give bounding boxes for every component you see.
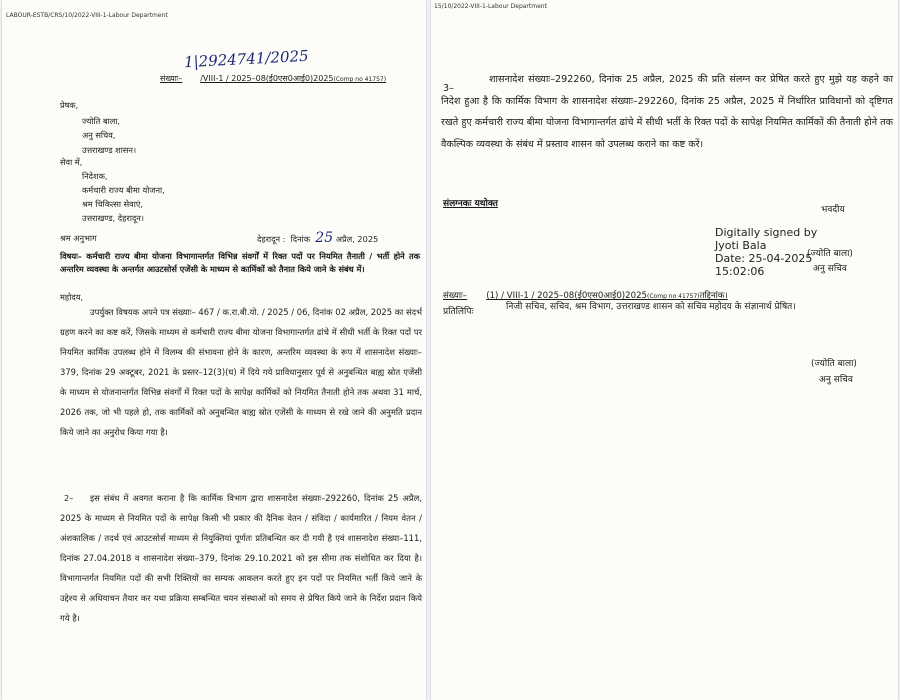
enclosure: संलग्नकः यथोक्त: [443, 199, 498, 209]
signer-name: (ज्योति बाला): [807, 249, 853, 259]
to-label: सेवा में,: [60, 157, 83, 167]
place-date: देहरादून : दिनांक 25 अप्रैल, 2025: [257, 230, 379, 246]
recipient-line: श्रम चिकित्सा सेवाएं,: [82, 199, 143, 209]
signer-designation: अनु सचिव: [813, 264, 847, 274]
sender-name: ज्योति बाला,: [82, 116, 121, 126]
reference-number: संख्याः– /VIII-1 / 2025–08(ई0एस0आई0)2025(Comp no 41757): [160, 74, 387, 83]
signer-2-designation: अनु सचिव: [819, 375, 853, 385]
paragraph-3: शासनादेश संख्याः–292260, दिनांक 25 अप्रैल, 2025 की प्रति संलग्न कर प्रेषित करते हुए मुझे यह कहने का निदेश हुआ है कि कार्मिक विभाग के शासनादेश संख्याः–292260, दिनांक 25 अप्रैल, 2025 में निर्धारित प्राविधानों को दृष्टिगत रखते हुए कर्मचारी राज्य बीमा योजना विभागान्तर्गत ढांचे में सीधी भर्ती के रिक्त पदों के सापेक्ष नियमित कार्मिकों की तैनाती होने तक वैकल्पिक व्यवस्था के संबंध में प्रस्ताव शासन को उपलब्ध कराने का कष्ट करें।: [441, 74, 893, 150]
salutation: महोदय,: [60, 292, 84, 302]
signer-2-name: (ज्योति बाला): [811, 359, 857, 369]
sender-office: उत्तराखण्ड शासन।: [82, 145, 137, 155]
paragraph-3-number: 3–: [443, 83, 454, 94]
section-name: श्रम अनुभाग: [60, 233, 97, 243]
subject: विषयः– कर्मचारी राज्य बीमा योजना विभागान्तर्गत विभिन्न संवर्गों में रिक्त पदों पर नियमित तैनाती / भर्ती होने तक अन्तरिम व्यवस्था के अन्तर्गत आउटसोर्स एजेंसी के माध्यम से कार्मिकों को तैनात किये जाने के संबंध में।: [60, 251, 420, 274]
handwritten-number: 1|2924741/2025: [183, 46, 310, 72]
closing: भवदीय: [821, 205, 845, 215]
page-1: [2, 0, 426, 700]
copy-reference-number: संख्याः– (1) / VIII-1 / 2025–08(ई0एस0आई0)2025(Comp no 41757)तद्दिनांक।: [443, 291, 728, 301]
copy-recipient: निजी सचिव, सचिव, श्रम विभाग, उत्तराखण्ड शासन को सचिव महोदय के संज्ञानार्थ प्रेषित।: [506, 302, 796, 312]
copy-label: प्रतिलिपिः: [443, 307, 474, 317]
paragraph-2: इस संबंध में अवगत कराना है कि कार्मिक विभाग द्वारा शासनादेश संख्याः–292260, दिनांक 25 अप्रैल, 2025 के माध्यम से नियमित पदों के सापेक्ष किसी भी प्रकार की दैनिक वेतन / संविदा / कार्यमारित / नियम वेतन / अंशकालिक / तदर्थ एवं आउटसोर्स माध्यम से नियुक्तियां पूर्णतः प्रतिबन्धित कर दी गयी है एवं शासनादेश संख्या–111, दिनांक 27.04.2018 व शासनादेश संख्या–379, दिनांक 29.10.2021 को इस सीमा तक संशोधित कर दिया है। विभागान्तर्गत नियमित पदों की सभी रिक्तियों का सम्यक आकलन करते हुए इन पदों पर नियमित भर्ती किये जाने के उद्देश्य से अधियाचन तैयार कर यथा प्रक्रिया सम्बन्धित चयन संस्थाओं को समय से प्रेषित किये जाने के निर्देश प्रदान किये गये है।: [60, 493, 422, 623]
recipient-line: कर्मचारी राज्य बीमा योजना,: [82, 185, 165, 195]
recipient-line: उत्तराखण्ड, देहरादून।: [82, 213, 144, 223]
page-2: [431, 0, 898, 700]
file-header: LABOUR-ESTB/CRS/10/2022-VIII-1-Labour Department: [6, 12, 168, 19]
digital-signature: Digitally signed by Jyoti Bala Date: 25-04-2025 15:02:06: [715, 226, 818, 278]
paragraph-2-number: 2–: [64, 493, 74, 503]
sender-designation: अनु सचिव,: [82, 130, 116, 140]
recipient-line: निदेशक,: [82, 171, 108, 181]
from-label: प्रेषक,: [60, 100, 79, 110]
paragraph-1: उपर्युक्त विषयक अपने पत्र संख्याः– 467 / क.रा.बी.यो. / 2025 / 06, दिनांक 02 अप्रैल, 2025 का संदर्भ ग्रहण करने का कष्ट करें, जिसके माध्यम से कर्मचारी राज्य बीमा योजना विभागान्तर्गत ढांचे में सीधी भर्ती के रिक्त पदों पर नियमित कार्मिक उपलब्ध होने में विलम्ब की संभावना होने के कारण, अन्तरिम व्यवस्था के रूप में शासनादेश संख्याः–379, दिनांक 29 अक्टूबर, 2021 के प्रस्तर–12(3)(घ) में दिये गये प्राविधानुसार पूर्व से अनुबन्धित बाह्य स्रोत एजेंसी के माध्यम से योजनान्तर्गत विभिन्न संवर्गों में रिक्त पदों के सापेक्ष कार्मिकों को नियमित तैनाती होने तक अथवा 31 मार्च, 2026 तक, जो भी पहले हो, तक कार्मिकों को अनुबन्धित बाह्य स्रोत एजेंसी के माध्यम से रखे जाने की अनुमति प्रदान किये जाने का अनुरोध किया गया है।: [60, 307, 423, 437]
file-header: 15/10/2022-VIII-1-Labour Department: [434, 3, 547, 10]
